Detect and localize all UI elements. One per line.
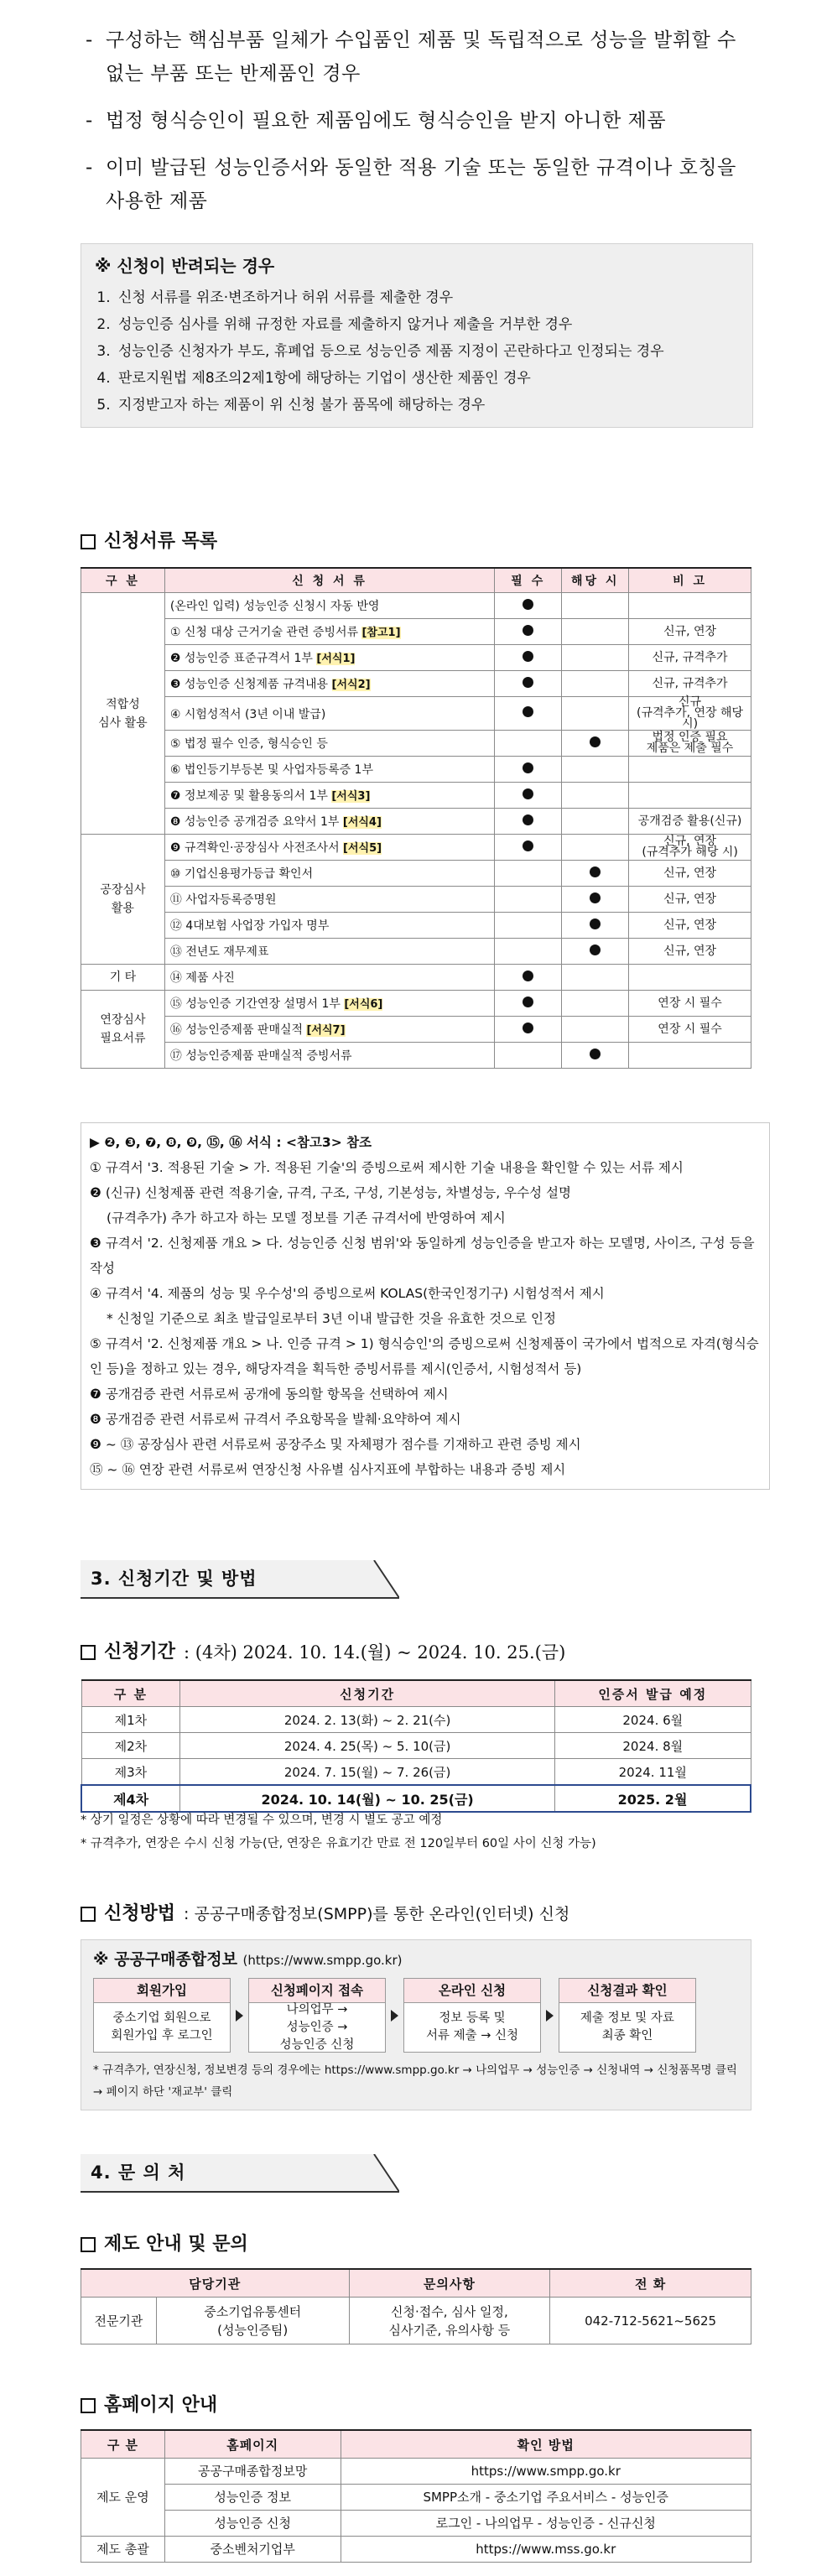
- document-cell: [164, 887, 494, 913]
- access-method: https://www.smpp.go.kr: [341, 2459, 751, 2485]
- method-label: 신청방법: [104, 1903, 176, 1924]
- footnote: * 규격추가, 연장은 수시 신청 가능(단, 연장은 유효기간 만료 전 120일부터 60일 사이 신청 가능): [81, 1837, 596, 1850]
- rejection-item: 2. 성능인증 심사를 위해 규정한 자료를 제출하지 않거나 제출을 거부한 경우: [115, 311, 737, 338]
- rejection-list: [95, 284, 737, 419]
- checkbox-square-icon: [81, 1907, 96, 1922]
- conditional-cell: [562, 731, 629, 757]
- document-cell: [164, 1043, 494, 1069]
- remark-cell: 공개검증 활용(신규): [629, 809, 751, 835]
- document-name: ❽ 성능인증 공개검증 요약서 1부: [169, 815, 340, 829]
- filled-dot-icon: [523, 651, 533, 662]
- remark-cell: 신규, 연장: [629, 861, 751, 887]
- col-header: 인증서 발급 예정: [555, 1680, 751, 1707]
- table-row: [81, 783, 751, 809]
- remark-cell: [629, 593, 751, 619]
- col-header: 비 고: [629, 568, 751, 593]
- bullet-item: - 구성하는 핵심부품 일체가 수입품인 제품 및 독립적으로 성능을 발휘할 수 없는 부품 또는 반제품인 경우: [81, 23, 751, 91]
- required-cell: [495, 991, 562, 1017]
- document-name: ⑤ 법정 필수 인증, 형식승인 등: [169, 737, 328, 751]
- col-header: 필 수: [495, 568, 562, 593]
- document-name: ⑥ 법인등기부등본 및 사업자등록증 1부: [169, 763, 373, 777]
- col-header: 해당 시: [562, 568, 629, 593]
- filled-dot-icon: [523, 814, 533, 825]
- required-cell: [495, 645, 562, 671]
- remark-cell: 신규, 연장 (규격추가 해당 시): [629, 835, 751, 861]
- conditional-cell: [562, 783, 629, 809]
- filled-dot-icon: [590, 866, 601, 877]
- document-cell: [164, 619, 494, 645]
- conditional-cell: [562, 1043, 629, 1069]
- rejection-item: 1. 신청 서류를 위조·변조하거나 허위 서류를 제출한 경우: [115, 284, 737, 311]
- note-line: ❸ 규격서 '2. 신청제품 개요 > 다. 성능인증 신청 범위'와 동일하게 성능인증을 받고자 하는 모델명, 사이즈, 구성 등을 작성: [90, 1236, 755, 1276]
- period-table-wrap: [81, 1679, 751, 1813]
- filled-dot-icon: [523, 1023, 533, 1033]
- col-header: 구 분: [81, 2430, 165, 2459]
- checkbox-square-icon: [81, 2398, 96, 2413]
- filled-dot-icon: [523, 762, 533, 773]
- document-name: ⑪ 사업자등록증명원: [169, 893, 277, 907]
- document-name: ❷ 성능인증 표준규격서 1부: [169, 652, 313, 665]
- conditional-cell: [562, 757, 629, 783]
- table-row: 제1차 2024. 2. 13(화) ~ 2. 21(수) 2024. 6월: [81, 1707, 751, 1733]
- remark-cell: 신규, 규격추가: [629, 671, 751, 697]
- process-steps: [93, 1978, 739, 2053]
- table-row: [81, 809, 751, 835]
- required-cell: [495, 1043, 562, 1069]
- rejection-box: [81, 243, 753, 428]
- document-cell: [164, 835, 494, 861]
- note-line: ❼ 공개검증 관련 서류로써 공개에 동의할 항목을 선택하여 제시: [90, 1387, 449, 1402]
- access-method: SMPP소개 - 중소기업 주요서비스 - 성능인증: [341, 2485, 751, 2511]
- arrow-right-icon: [391, 2010, 398, 2022]
- table-row: [81, 2485, 751, 2511]
- remark-cell: 연장 시 필수: [629, 991, 751, 1017]
- filled-dot-icon: [590, 736, 601, 747]
- method-value: : 공공구매종합정보(SMPP)를 통한 온라인(인터넷) 신청: [184, 1905, 570, 1923]
- required-cell: [495, 1017, 562, 1043]
- required-cell: [495, 731, 562, 757]
- table-row: [81, 913, 751, 939]
- table-row: 제3차 2024. 7. 15(월) ~ 7. 26(금) 2024. 11월: [81, 1759, 751, 1786]
- section4-title: 4. 문 의 처: [81, 2154, 399, 2193]
- form-tag: [서식6]: [344, 998, 383, 1011]
- table-row: [81, 1043, 751, 1069]
- conditional-cell: [562, 697, 629, 731]
- table-row: [81, 835, 751, 861]
- col-header: 확인 방법: [341, 2430, 751, 2459]
- checkbox-square-icon: [81, 2237, 96, 2252]
- conditional-cell: [562, 861, 629, 887]
- col-header: 문의사항: [349, 2269, 550, 2298]
- docs-table: [81, 567, 751, 1069]
- document-cell: [164, 671, 494, 697]
- smpp-title: ※ 공공구매종합정보 (https://www.smpp.go.kr): [93, 1950, 403, 1969]
- required-cell: [495, 861, 562, 887]
- document-name: ④ 시험성적서 (3년 이내 발급): [169, 707, 326, 721]
- table-row: [81, 861, 751, 887]
- smpp-box: [81, 1939, 751, 2110]
- exclusion-bullets: [81, 23, 751, 232]
- step-title: 온라인 신청: [404, 1979, 540, 2003]
- col-header: 홈페이지: [164, 2430, 341, 2459]
- required-cell: [495, 619, 562, 645]
- required-cell: [495, 965, 562, 991]
- document-cell: [164, 913, 494, 939]
- document-name: (온라인 입력) 성능인증 신청시 자동 반영: [169, 600, 380, 613]
- document-cell: [164, 991, 494, 1017]
- checkbox-square-icon: [81, 1645, 96, 1660]
- filled-dot-icon: [590, 945, 601, 955]
- rejection-item: 5. 지정받고자 하는 제품이 위 신청 불가 품목에 해당하는 경우: [115, 392, 737, 419]
- document-cell: [164, 861, 494, 887]
- table-row: [81, 593, 751, 619]
- conditional-cell: [562, 593, 629, 619]
- inquiry-table: [81, 2268, 751, 2344]
- filled-dot-icon: [523, 625, 533, 636]
- note-line: ▶ ❷, ❸, ❼, ❽, ❾, ⑮, ⑯ 서식 : <참고3> 참조: [90, 1135, 372, 1150]
- homepage-table: [81, 2429, 751, 2563]
- group-label: 제도 운영: [81, 2459, 165, 2537]
- step-desc: 제출 정보 및 자료 최종 확인: [580, 2011, 674, 2043]
- document-name: ❸ 성능인증 신청제품 규격내용: [169, 678, 329, 691]
- col-header: 신 청 서 류: [164, 568, 494, 593]
- smpp-note: * 규격추가, 연장신청, 정보변경 등의 경우에는 https://www.smpp.go.kr → 나의업무 → 성능인증 → 신청내역 → 신청품목명 클릭 → 페이지 하단 '재교부' 클릭: [93, 2063, 737, 2099]
- step-title: 신청페이지 접속: [249, 1979, 385, 2003]
- period-table: [81, 1679, 751, 1813]
- homepage-table-wrap: [81, 2429, 751, 2563]
- col-header: 구 분: [81, 1680, 180, 1707]
- table-row: [81, 939, 751, 965]
- document-cell: [164, 645, 494, 671]
- remark-cell: [629, 1043, 751, 1069]
- required-cell: [495, 835, 562, 861]
- col-header: 신청기간: [180, 1680, 555, 1707]
- conditional-cell: [562, 913, 629, 939]
- filled-dot-icon: [523, 840, 533, 851]
- site-name: 공공구매종합정보망: [164, 2459, 341, 2485]
- process-step: [248, 1978, 386, 2053]
- smpp-url: (https://www.smpp.go.kr): [242, 1953, 403, 1968]
- document-name: ⑯ 성능인증제품 판매실적: [169, 1023, 304, 1037]
- document-cell: [164, 809, 494, 835]
- document-cell: [164, 757, 494, 783]
- docs-notes-box: [81, 1122, 770, 1490]
- required-cell: [495, 913, 562, 939]
- period-line: [81, 1639, 751, 1666]
- table-row-highlighted: 제4차 2024. 10. 14(월) ~ 10. 25(금) 2025. 2월: [81, 1785, 751, 1812]
- inquiry-table-wrap: [81, 2268, 751, 2344]
- col-header: 담당기관: [81, 2269, 350, 2298]
- note-line: ⑤ 규격서 '2. 신청제품 개요 > 나. 인증 규격 > 1) 형식승인'의 증빙으로써 신청제품이 국가에서 법적으로 자격(형식승인 등)을 정하고 있는 경우, 해당자격을 획득한 증빙서류를 제시(인증서, 시험성적서 등): [90, 1336, 759, 1376]
- conditional-cell: [562, 939, 629, 965]
- step-title: 신청결과 확인: [559, 1979, 695, 2003]
- table-row: 제2차 2024. 4. 25(목) ~ 5. 10(금) 2024. 8월: [81, 1733, 751, 1759]
- required-cell: [495, 757, 562, 783]
- process-step: [403, 1978, 541, 2053]
- group-label: 공장심사 활용: [81, 835, 165, 965]
- document-name: ⑰ 성능인증제품 판매실적 증빙서류: [169, 1049, 352, 1063]
- col-header: 전 화: [550, 2269, 751, 2298]
- footnote: * 상기 일정은 상황에 따라 변경될 수 있으며, 변경 시 별도 공고 예정: [81, 1814, 443, 1827]
- document-name: ⑩ 기업신용평가등급 확인서: [169, 867, 314, 881]
- site-name: 중소벤처기업부: [164, 2537, 341, 2563]
- conditional-cell: [562, 671, 629, 697]
- filled-dot-icon: [523, 677, 533, 688]
- remark-cell: 신규 (규격추가, 연장 해당 시): [629, 697, 751, 731]
- document-cell: [164, 731, 494, 757]
- group-label: 제도 총괄: [81, 2537, 165, 2563]
- conditional-cell: [562, 965, 629, 991]
- bullet-item: - 법정 형식승인이 필요한 제품임에도 형식승인을 받지 아니한 제품: [81, 104, 751, 138]
- remark-cell: [629, 783, 751, 809]
- conditional-cell: [562, 835, 629, 861]
- remark-cell: 신규, 연장: [629, 939, 751, 965]
- site-name: 성능인증 신청: [164, 2511, 341, 2537]
- table-row: [81, 645, 751, 671]
- note-line: (규격추가) 추가 하고자 하는 모델 정보를 기존 규격서에 반영하여 제시: [107, 1210, 506, 1226]
- required-cell: [495, 593, 562, 619]
- access-method: 로그인 - 나의업무 - 성능인증 - 신규신청: [341, 2511, 751, 2537]
- bullet-item: - 이미 발급된 성능인증서와 동일한 적용 기술 또는 동일한 규격이나 호칭을 사용한 제품: [81, 151, 751, 218]
- conditional-cell: [562, 645, 629, 671]
- remark-cell: 신규, 연장: [629, 887, 751, 913]
- conditional-cell: [562, 991, 629, 1017]
- remark-cell: [629, 757, 751, 783]
- rejection-item: 4. 판로지원법 제8조의2제1항에 해당하는 기업이 생산한 제품인 경우: [115, 365, 737, 392]
- form-tag: [서식5]: [343, 842, 382, 855]
- document-name: ① 신청 대상 근거기술 관련 증빙서류: [169, 626, 359, 639]
- document-cell: [164, 965, 494, 991]
- conditional-cell: [562, 809, 629, 835]
- remark-cell: 법정 인증 필요 제품은 제출 필수: [629, 731, 751, 757]
- filled-dot-icon: [523, 788, 533, 799]
- table-row: [81, 887, 751, 913]
- section3-title: 3. 신청기간 및 방법: [81, 1560, 399, 1599]
- required-cell: [495, 809, 562, 835]
- filled-dot-icon: [590, 919, 601, 929]
- filled-dot-icon: [590, 1049, 601, 1059]
- document-cell: [164, 1017, 494, 1043]
- document-name: ⑬ 전년도 재무제표: [169, 945, 269, 959]
- document-name: ❼ 정보제공 및 활용동의서 1부: [169, 789, 328, 803]
- step-desc: 중소기업 회원으로 회원가입 후 로그인: [111, 2011, 213, 2043]
- step-desc: 나의업무 → 성능인증 → 성능인증 신청: [279, 2002, 355, 2052]
- table-row: [81, 2459, 751, 2485]
- group-label: 기 타: [81, 965, 165, 991]
- form-tag: [서식3]: [331, 790, 371, 803]
- group-label: 연장심사 필요서류: [81, 991, 165, 1069]
- rejection-box-title: ※ 신청이 반려되는 경우: [95, 256, 275, 276]
- period-label: 신청기간: [104, 1642, 176, 1663]
- filled-dot-icon: [590, 892, 601, 903]
- checkbox-square-icon: [81, 534, 96, 549]
- table-row: [81, 757, 751, 783]
- arrow-right-icon: [236, 2010, 243, 2022]
- conditional-cell: [562, 619, 629, 645]
- remark-cell: [629, 965, 751, 991]
- step-title: 회원가입: [94, 1979, 230, 2003]
- period-value: : (4차) 2024. 10. 14.(월) ~ 2024. 10. 25.(금): [184, 1642, 566, 1663]
- table-row: [81, 1017, 751, 1043]
- form-tag: [참고1]: [361, 627, 401, 639]
- filled-dot-icon: [523, 599, 533, 610]
- required-cell: [495, 939, 562, 965]
- table-row: [81, 965, 751, 991]
- table-row: [81, 991, 751, 1017]
- docs-table-wrap: [81, 567, 751, 1069]
- group-label: 적합성 심사 활용: [81, 593, 165, 835]
- conditional-cell: [562, 1017, 629, 1043]
- required-cell: [495, 887, 562, 913]
- document-cell: [164, 939, 494, 965]
- access-method: https://www.mss.go.kr: [341, 2537, 751, 2563]
- note-line: ❾ ~ ⑬ 공장심사 관련 서류로써 공장주소 및 자체평가 점수를 기재하고 관련 증빙 제시: [90, 1437, 581, 1452]
- document-cell: [164, 593, 494, 619]
- table-row: [81, 2537, 751, 2563]
- arrow-right-icon: [546, 2010, 554, 2022]
- note-line: ❷ (신규) 신청제품 관련 적용기술, 규격, 구조, 구성, 기본성능, 차별성능, 우수성 설명: [90, 1185, 571, 1200]
- site-name: 성능인증 정보: [164, 2485, 341, 2511]
- note-line: ⑮ ~ ⑯ 연장 관련 서류로써 연장신청 사유별 심사지표에 부합하는 내용과 증빙 제시: [90, 1462, 566, 1477]
- document-name: ⑮ 성능인증 기간연장 설명서 1부: [169, 997, 341, 1011]
- rejection-item: 3. 성능인증 신청자가 부도, 휴폐업 등으로 성능인증 제품 지정이 곤란하다고 인정되는 경우: [115, 338, 737, 365]
- table-row: [81, 731, 751, 757]
- form-tag: [서식7]: [306, 1024, 346, 1037]
- form-tag: [서식1]: [316, 653, 356, 665]
- filled-dot-icon: [523, 706, 533, 717]
- inquiry-heading: 제도 안내 및 문의: [81, 2231, 751, 2258]
- conditional-cell: [562, 887, 629, 913]
- table-row: [81, 697, 751, 731]
- form-tag: [서식4]: [342, 816, 382, 829]
- period-footnotes: [81, 1808, 751, 1855]
- filled-dot-icon: [523, 997, 533, 1007]
- step-desc: 정보 등록 및 서류 제출 → 신청: [425, 2011, 519, 2043]
- required-cell: [495, 671, 562, 697]
- table-row: 전문기관 중소기업유통센터 (성능인증팀) 신청·접수, 심사 일정, 심사기준, 유의사항 등 042-712-5621~5625: [81, 2298, 751, 2344]
- document-name: ⑭ 제품 사진: [169, 971, 235, 985]
- table-row: [81, 671, 751, 697]
- note-line: ① 규격서 '3. 적용된 기술 > 가. 적용된 기술'의 증빙으로써 제시한 기술 내용을 확인할 수 있는 서류 제시: [90, 1160, 684, 1175]
- filled-dot-icon: [523, 971, 533, 981]
- required-cell: [495, 697, 562, 731]
- table-row: [81, 2511, 751, 2537]
- process-step: [93, 1978, 231, 2053]
- remark-cell: 신규, 연장: [629, 913, 751, 939]
- document-name: ❾ 규격확인·공장심사 사전조사서: [169, 841, 340, 855]
- note-line: ④ 규격서 '4. 제품의 성능 및 우수성'의 증빙으로써 KOLAS(한국인정기구) 시험성적서 제시: [90, 1286, 605, 1301]
- col-header: 구 분: [81, 568, 165, 593]
- remark-cell: 신규, 연장: [629, 619, 751, 645]
- required-cell: [495, 783, 562, 809]
- document-cell: [164, 697, 494, 731]
- docs-heading: 신청서류 목록: [81, 528, 751, 555]
- document-name: ⑫ 4대보험 사업장 가입자 명부: [169, 919, 330, 933]
- table-row: [81, 619, 751, 645]
- remark-cell: 신규, 규격추가: [629, 645, 751, 671]
- remark-cell: 연장 시 필수: [629, 1017, 751, 1043]
- process-step: [559, 1978, 696, 2053]
- homepage-heading: 홈페이지 안내: [81, 2392, 751, 2419]
- form-tag: [서식2]: [331, 679, 371, 691]
- method-line: [81, 1901, 751, 1928]
- note-line: ❽ 공개검증 관련 서류로써 규격서 주요항목을 발췌·요약하여 제시: [90, 1412, 461, 1427]
- document-cell: [164, 783, 494, 809]
- note-line: * 신청일 기준으로 최초 발급일로부터 3년 이내 발급한 것을 유효한 것으로 인정: [107, 1311, 556, 1326]
